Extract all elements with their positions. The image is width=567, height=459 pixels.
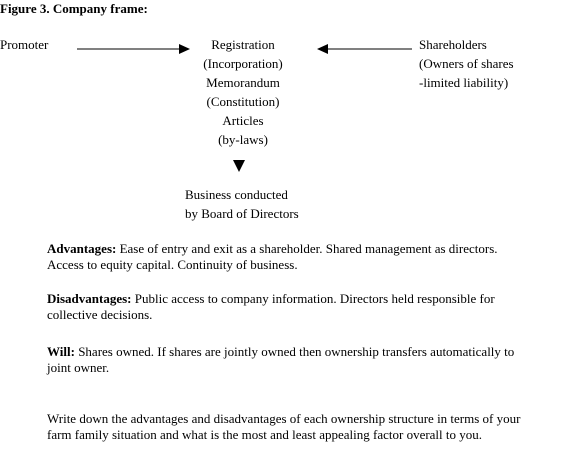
down-arrow [233, 160, 245, 172]
center-line: (Constitution) [206, 94, 280, 109]
advantages-paragraph [47, 241, 527, 273]
will-label: Will: [47, 344, 75, 359]
figure-title: Figure 3. Company frame: [0, 1, 148, 16]
advantages-text: Ease of entry and exit as a shareholder. Shared management as directors. Access to equity capital. Continuity of business. [47, 241, 498, 272]
promoter-arrow [77, 44, 190, 54]
shareholder-line: Shareholders [419, 37, 487, 52]
disadvantages-text: Public access to company information. Directors held responsible for collective decisions. [47, 291, 495, 322]
business-line: by Board of Directors [185, 206, 299, 221]
business-line: Business conducted [185, 187, 288, 202]
center-line: Memorandum [206, 75, 280, 90]
shareholder-line: (Owners of shares [419, 56, 514, 71]
disadvantages-paragraph [47, 291, 527, 323]
instruction-paragraph: Write down the advantages and disadvantages of each ownership structure in terms of your farm family situation and what is the most and least appealing factor overall to you. [47, 411, 521, 442]
center-line: (Incorporation) [203, 56, 283, 71]
disadvantages-label: Disadvantages: [47, 291, 132, 306]
center-line: (by-laws) [218, 132, 268, 147]
promoter-label: Promoter [0, 37, 49, 52]
center-line: Articles [222, 113, 264, 128]
shareholder-line: -limited liability) [419, 75, 509, 90]
center-line: Registration [211, 37, 275, 52]
advantages-label: Advantages: [47, 241, 117, 256]
will-text: Shares owned. If shares are jointly owned then ownership transfers automatically to joint owner. [47, 344, 515, 375]
will-paragraph [47, 344, 527, 376]
shareholders-arrow [317, 44, 412, 54]
